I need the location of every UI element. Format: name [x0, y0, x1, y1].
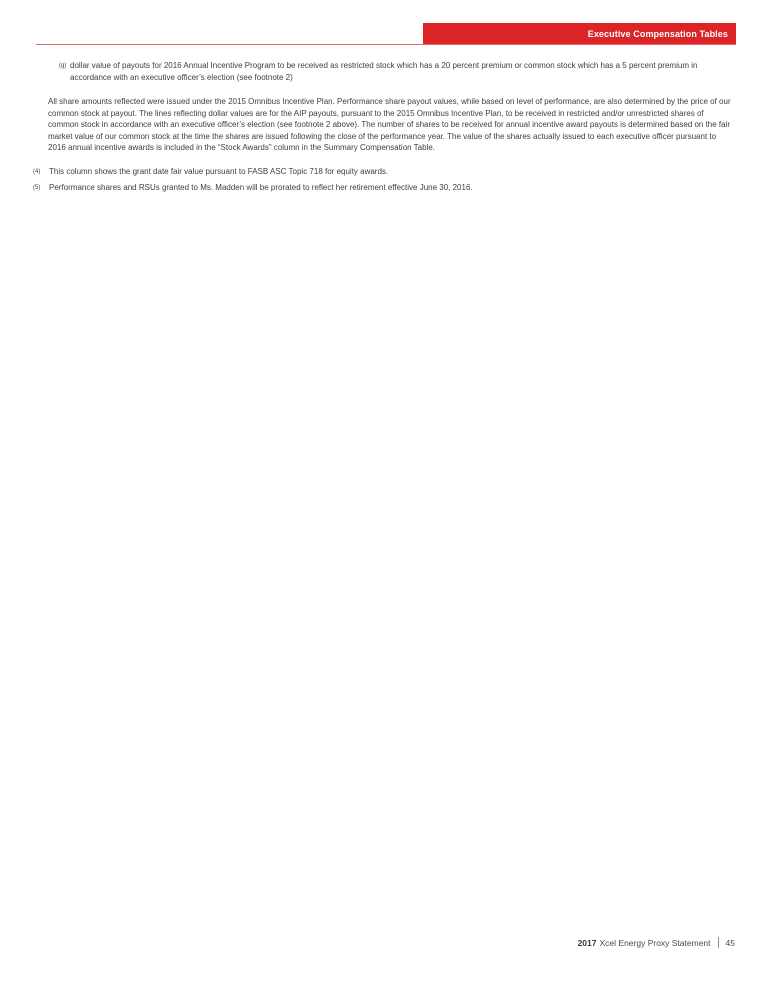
footnote-g-marker: (g) — [59, 63, 67, 69]
header-band — [423, 23, 736, 45]
page-footer — [578, 937, 735, 948]
footnote-5 — [33, 182, 736, 194]
page-section-title: Executive Compensation Tables — [587, 29, 728, 39]
footnote-5-text: Performance shares and RSUs granted to Ms. Madden will be prorated to reflect her retirement effective June 30, 2016. — [49, 183, 473, 192]
footer-year: 2017 — [577, 937, 597, 948]
footnote-4 — [33, 166, 736, 178]
footer-separator-divider — [718, 937, 719, 948]
footer-document-title: Xcel Energy Proxy Statement — [599, 937, 711, 948]
footnote-4-text: This column shows the grant date fair value pursuant to FASB ASC Topic 718 for equity awards. — [49, 167, 389, 176]
share-amounts-paragraph: All share amounts reflected were issued under the 2015 Omnibus Incentive Plan. Performance share payout values, while based on level of performance, are also determined by the price of our common stock at payout. The lines reflecting dollar values are for the AIP payouts, pursuant to the 2015 Omnibus Incentive Plan, to be received in restricted and/or unrestricted shares of common stock in accordance with an executive officer’s election (see footnote 2 above). The number of shares to be received for annual incentive award payouts is determined based on the fair market value of our common stock at the time the shares are issued following the close of the performance year. The value of the shares actually issued to each executive officer pursuant to 2016 annual incentive awards is included in the “Stock Awards” column in the Summary Compensation Table. — [48, 97, 731, 153]
footnote-4-marker: (4) — [33, 169, 41, 175]
footnote-5-marker: (5) — [33, 185, 41, 191]
footnote-g-text: dollar value of payouts for 2016 Annual Incentive Program to be received as restricted stock which has a 20 percent premium or common stock which has a 5 percent premium in accordance with an executive officer’s election (see footnote 2) — [70, 61, 698, 82]
header-rule-divider — [36, 44, 736, 45]
footer-page-number: 45 — [725, 937, 735, 948]
footnote-g — [59, 60, 735, 83]
